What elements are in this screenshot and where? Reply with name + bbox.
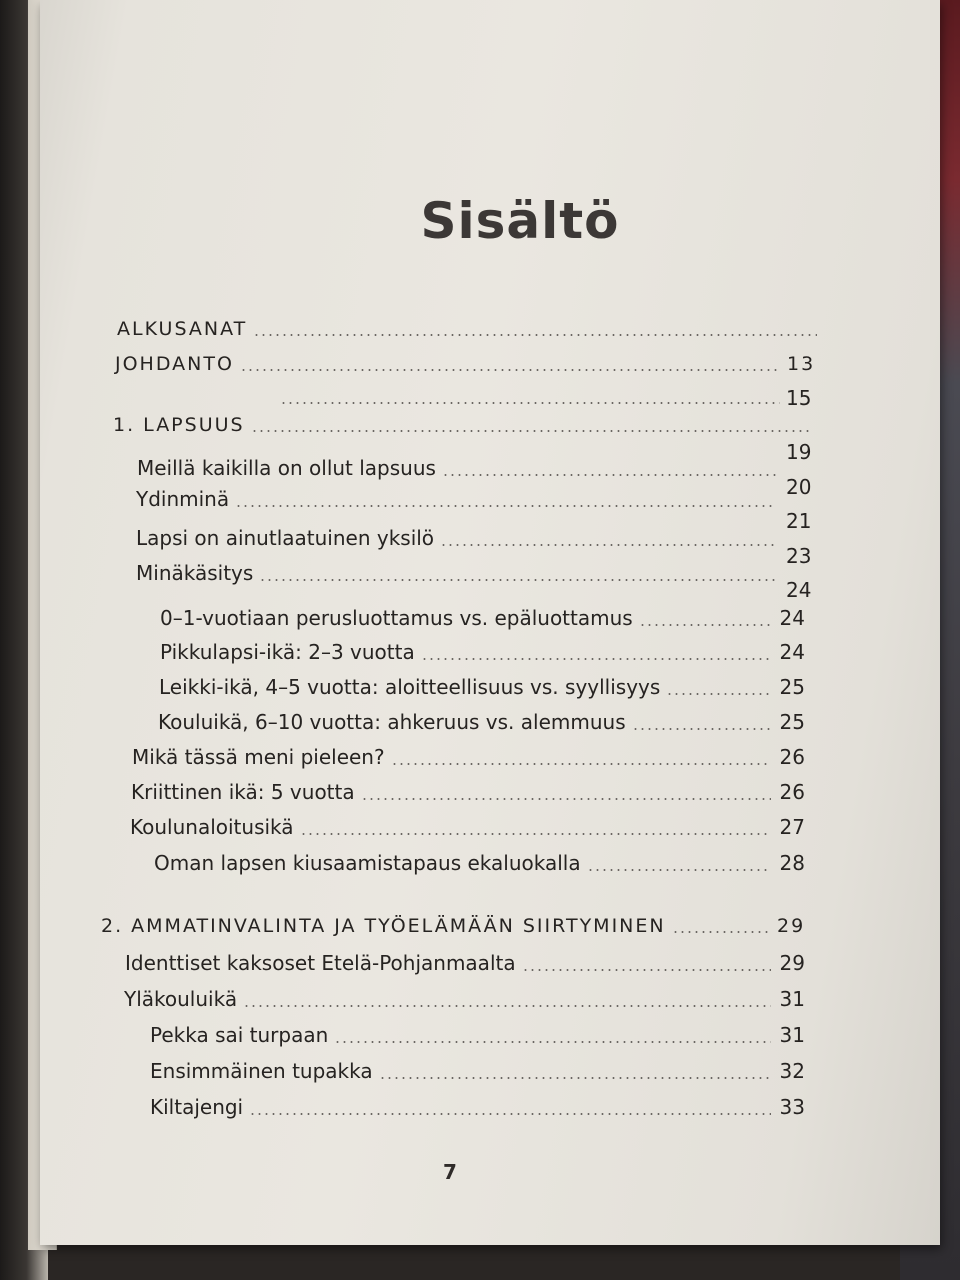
dot-leader: [421, 658, 771, 660]
toc-page: 23: [786, 544, 812, 568]
toc-label: Kiltajengi: [150, 1095, 244, 1119]
dot-leader: [379, 1077, 771, 1079]
book-page: [40, 0, 940, 1245]
toc-page: 28: [779, 851, 805, 875]
toc-page: 19: [786, 440, 812, 464]
toc-label: Yläkouluikä: [124, 987, 238, 1011]
toc-chapter-1: [113, 406, 813, 436]
toc-page: 25: [779, 675, 805, 699]
toc-entry: [136, 520, 776, 550]
toc-label: ALKUSANAT: [117, 318, 248, 340]
toc-label: Kouluikä, 6–10 vuotta: ahkeruus vs. alemmuus: [158, 710, 626, 734]
toc-entry: [136, 481, 776, 511]
dot-leader: [666, 693, 771, 695]
toc-label: Lapsi on ainutlaatuinen yksilö: [136, 526, 435, 550]
toc-chapter-2: [101, 907, 805, 937]
toc-entry: [154, 845, 805, 875]
dot-leader: [251, 430, 813, 432]
dot-leader: [300, 833, 771, 835]
toc-page: 26: [779, 745, 805, 769]
toc-entry: [125, 945, 805, 975]
toc-entry: [130, 809, 805, 839]
dot-leader: [253, 334, 817, 336]
dot-leader: [243, 1005, 771, 1007]
toc-entry: [131, 774, 805, 804]
dot-leader-row: [280, 378, 780, 408]
toc-page: 24: [779, 640, 805, 664]
dot-leader: [240, 369, 781, 371]
toc-page: 31: [779, 987, 805, 1011]
toc-label: Ydinminä: [136, 487, 230, 511]
toc-entry: [158, 704, 805, 734]
toc-page: 33: [779, 1095, 805, 1119]
toc-page: 15: [786, 386, 812, 410]
toc-page: 31: [779, 1023, 805, 1047]
toc-label: Mikä tässä meni pieleen?: [132, 745, 385, 769]
dot-leader: [259, 579, 776, 581]
toc-entry: [150, 1017, 805, 1047]
toc-entry: [136, 555, 776, 585]
toc-page: 21: [786, 509, 812, 533]
dot-leader: [442, 474, 777, 476]
toc-label: JOHDANTO: [115, 353, 234, 375]
toc-entry: [160, 600, 805, 630]
toc-label: Pekka sai turpaan: [150, 1023, 329, 1047]
toc-entry-johdanto: [115, 345, 815, 375]
toc-label: Ensimmäinen tupakka: [150, 1059, 373, 1083]
dot-leader: [522, 969, 771, 971]
toc-label: Leikki-ikä, 4–5 vuotta: aloitteellisuus vs. syyllisyys: [159, 675, 661, 699]
toc-page: 13: [787, 353, 816, 375]
toc-entry-alkusanat: [117, 310, 817, 340]
dot-leader: [639, 624, 771, 626]
toc-entry: [132, 739, 805, 769]
toc-entry: [159, 669, 805, 699]
toc-label: Meillä kaikilla on ollut lapsuus: [137, 456, 436, 480]
dot-leader: [632, 728, 771, 730]
toc-page: 24: [786, 578, 812, 602]
dot-leader: [440, 544, 776, 546]
toc-label: 0–1-vuotiaan perusluottamus vs. epäluottamus: [160, 606, 633, 630]
toc-chapter-label: 2. AMMATINVALINTA JA TYÖELÄMÄÄN SIIRTYMINEN: [101, 915, 666, 937]
toc-page: 20: [786, 475, 812, 499]
toc-label: Minäkäsitys: [136, 561, 254, 585]
toc-page: 26: [779, 780, 805, 804]
toc-label: Oman lapsen kiusaamistapaus ekaluokalla: [154, 851, 581, 875]
page-title: Sisältö: [420, 192, 620, 250]
dot-leader: [672, 931, 771, 933]
dot-leader: [235, 505, 776, 507]
dot-leader: [391, 763, 771, 765]
toc-chapter-label: 1. LAPSUUS: [113, 414, 245, 436]
toc-page: 25: [779, 710, 805, 734]
toc-label: Pikkulapsi-ikä: 2–3 vuotta: [160, 640, 415, 664]
dot-leader: [334, 1041, 771, 1043]
toc-label: Identtiset kaksoset Etelä-Pohjanmaalta: [125, 951, 516, 975]
dot-leader: [361, 798, 771, 800]
toc-entry: [160, 634, 805, 664]
toc-entry: [137, 450, 777, 480]
toc-label: Koulunaloitusikä: [130, 815, 294, 839]
toc-page: 29: [779, 951, 805, 975]
dot-leader: [280, 402, 780, 404]
toc-page: 32: [779, 1059, 805, 1083]
dot-leader: [249, 1113, 771, 1115]
toc-page: 27: [779, 815, 805, 839]
toc-page: 29: [777, 915, 806, 937]
toc-entry: [150, 1053, 805, 1083]
toc-entry: [150, 1089, 805, 1119]
page-number: 7: [443, 1160, 457, 1184]
toc-page: 24: [779, 606, 805, 630]
toc-entry: [124, 981, 805, 1011]
dot-leader: [587, 869, 771, 871]
toc-label: Kriittinen ikä: 5 vuotta: [131, 780, 355, 804]
